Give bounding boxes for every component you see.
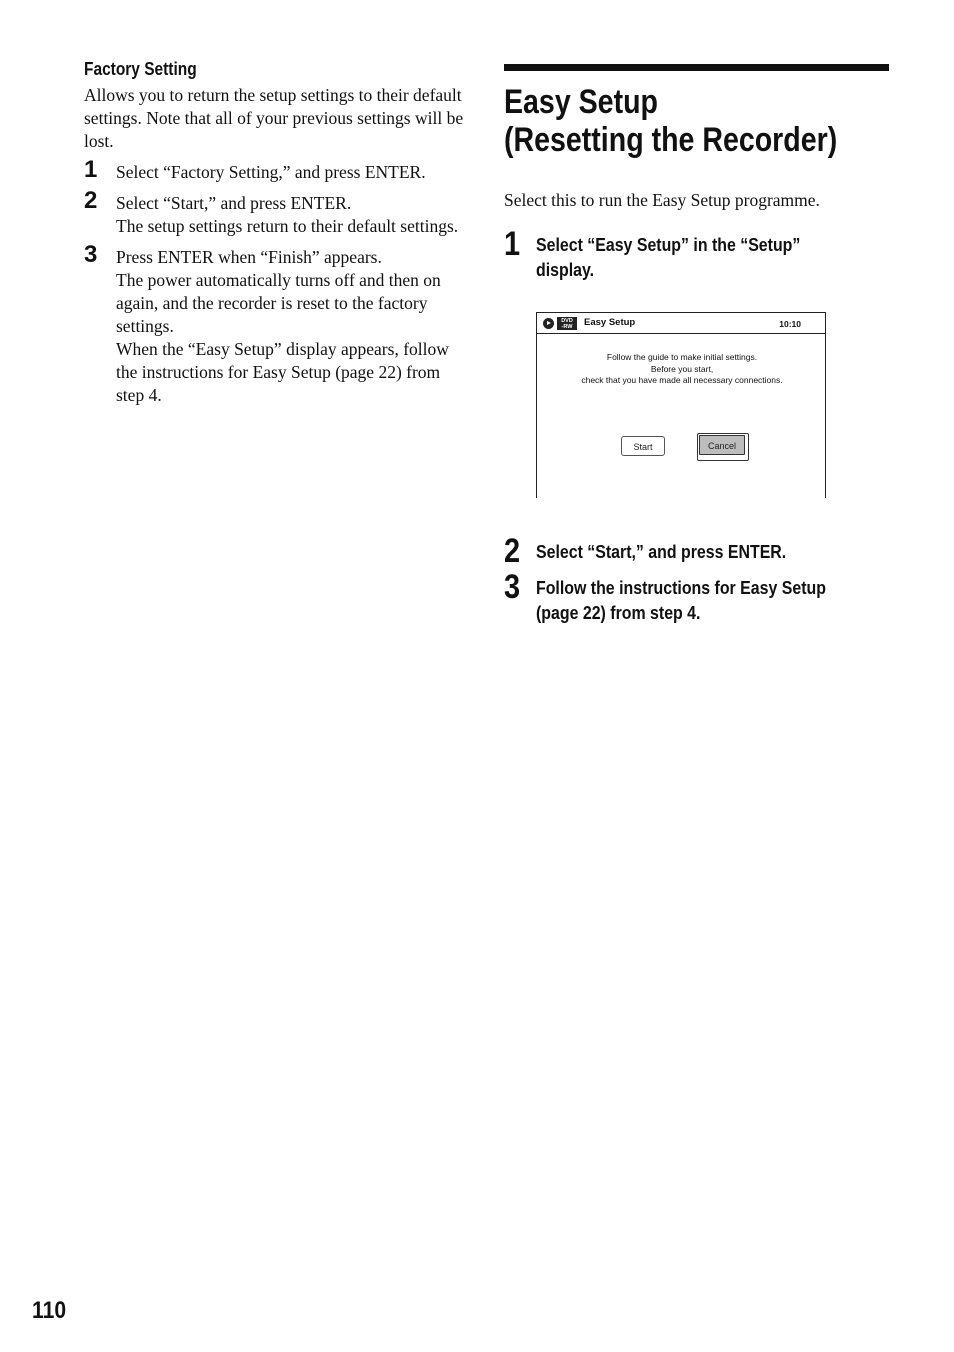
step-number: 3 — [84, 241, 98, 268]
screen-message — [537, 352, 827, 387]
page-title — [504, 83, 838, 159]
step-text: Press ENTER when “Finish” appears. — [116, 247, 382, 267]
screen-header — [536, 312, 826, 334]
title-line-1: Easy Setup — [504, 83, 658, 121]
step-text: Select “Start,” and press ENTER. — [536, 541, 787, 562]
factory-setting-description: Allows you to return the setup settings to their default settings. Note that all of your previous settings will be lost. — [84, 85, 464, 151]
screen-body — [536, 334, 826, 498]
easy-step-3 — [504, 568, 890, 625]
step-number: 2 — [84, 187, 98, 214]
screen-clock: 10:10 — [779, 319, 801, 329]
step-number: 1 — [504, 225, 521, 263]
media-badge-bottom: -RW — [561, 324, 573, 330]
easy-setup-screen — [536, 312, 826, 498]
step-number: 3 — [504, 568, 521, 606]
easy-step-1 — [504, 225, 890, 282]
intro-text: Select this to run the Easy Setup programme. — [504, 190, 820, 210]
dvd-rw-icon — [557, 317, 577, 330]
factory-setting-heading: Factory Setting — [84, 59, 197, 79]
step-number: 2 — [504, 532, 521, 570]
factory-step-2 — [84, 187, 469, 238]
factory-setting-section — [84, 58, 469, 407]
play-disc-icon — [543, 318, 554, 329]
easy-step-2 — [504, 532, 890, 570]
start-button[interactable]: Start — [621, 436, 665, 456]
step-text: Select “Easy Setup” in the “Setup” display. — [536, 234, 801, 280]
page-number: 110 — [32, 1297, 67, 1324]
step-text: Select “Factory Setting,” and press ENTER. — [116, 162, 426, 182]
step-detail: The setup settings return to their default settings. — [116, 216, 459, 236]
step-number: 1 — [84, 156, 98, 183]
message-line-2: Before you start, — [650, 363, 714, 374]
step-detail: The power automatically turns off and then on again, and the recorder is reset to the factory settings. — [116, 270, 441, 336]
message-line-3: check that you have made all necessary connections. — [581, 375, 783, 385]
cancel-button-focus — [697, 433, 749, 461]
title-line-2: (Resetting the Recorder) — [504, 121, 838, 159]
factory-step-1 — [84, 156, 469, 184]
step-text: Follow the instructions for Easy Setup (page 22) from step 4. — [536, 577, 826, 623]
step-detail: When the “Easy Setup” display appears, follow the instructions for Easy Setup (page 22) from step 4. — [116, 339, 449, 405]
step-text: Select “Start,” and press ENTER. — [116, 193, 352, 213]
factory-step-3 — [84, 241, 469, 407]
media-badge-top: DVD — [561, 318, 573, 324]
message-line-1: Follow the guide to make initial settings. — [606, 352, 758, 362]
cancel-button[interactable]: Cancel — [699, 435, 745, 455]
section-rule — [504, 64, 889, 71]
screen-title: Easy Setup — [584, 317, 636, 328]
